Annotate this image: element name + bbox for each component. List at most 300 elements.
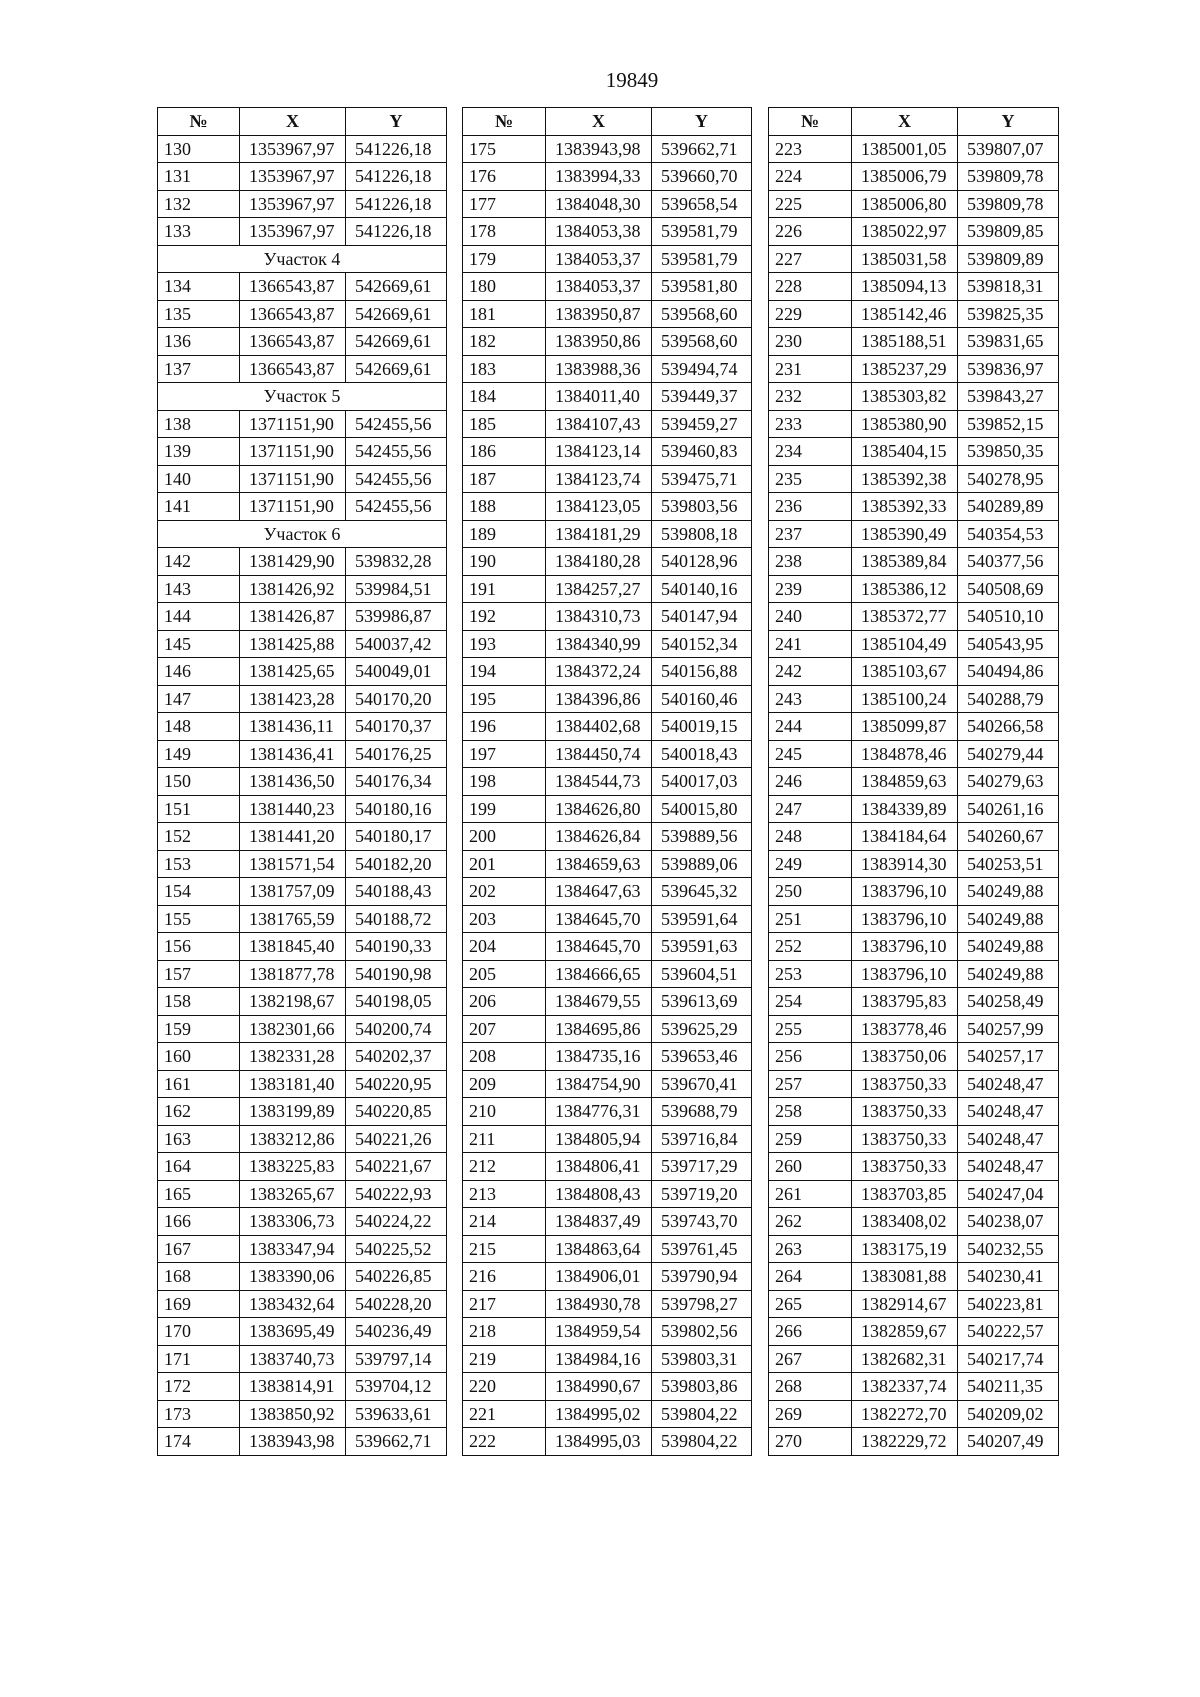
cell-x: 1381757,09 (240, 878, 346, 906)
cell-x: 1382198,67 (240, 988, 346, 1016)
cell-number: 184 (463, 383, 546, 411)
cell-x: 1385390,49 (852, 520, 958, 548)
cell-y: 539719,20 (652, 1180, 752, 1208)
table-row (769, 1345, 1059, 1373)
cell-number: 212 (463, 1153, 546, 1181)
cell-y: 539568,60 (652, 300, 752, 328)
cell-y: 539716,84 (652, 1125, 752, 1153)
table-row (463, 1428, 752, 1456)
cell-x: 1384863,64 (546, 1235, 652, 1263)
table-row (463, 795, 752, 823)
cell-y: 540049,01 (346, 658, 447, 686)
cell-number: 185 (463, 410, 546, 438)
cell-y: 541226,18 (346, 218, 447, 246)
table-row (769, 1290, 1059, 1318)
table-body (769, 135, 1059, 1455)
table-row (463, 1098, 752, 1126)
cell-number: 234 (769, 438, 852, 466)
cell-number: 148 (158, 713, 240, 741)
cell-number: 210 (463, 1098, 546, 1126)
coordinates-table-1 (157, 107, 447, 1456)
cell-x: 1383306,73 (240, 1208, 346, 1236)
cell-x: 1383750,33 (852, 1070, 958, 1098)
cell-x: 1383695,49 (240, 1318, 346, 1346)
cell-number: 219 (463, 1345, 546, 1373)
cell-x: 1385006,80 (852, 190, 958, 218)
table-row (769, 383, 1059, 411)
cell-x: 1382301,66 (240, 1015, 346, 1043)
cell-y: 540207,49 (958, 1428, 1059, 1456)
cell-number: 224 (769, 163, 852, 191)
cell-x: 1385006,79 (852, 163, 958, 191)
table-row (769, 1180, 1059, 1208)
cell-number: 143 (158, 575, 240, 603)
cell-y: 539804,22 (652, 1428, 752, 1456)
cell-x: 1384666,65 (546, 960, 652, 988)
cell-x: 1366543,87 (240, 300, 346, 328)
cell-x: 1384372,24 (546, 658, 652, 686)
cell-x: 1382859,67 (852, 1318, 958, 1346)
cell-number: 172 (158, 1373, 240, 1401)
cell-number: 201 (463, 850, 546, 878)
cell-number: 242 (769, 658, 852, 686)
cell-y: 540180,16 (346, 795, 447, 823)
cell-y: 542669,61 (346, 273, 447, 301)
cell-y: 540230,41 (958, 1263, 1059, 1291)
cell-number: 183 (463, 355, 546, 383)
cell-y: 542669,61 (346, 328, 447, 356)
cell-y: 540510,10 (958, 603, 1059, 631)
table-row (463, 1015, 752, 1043)
table-row (158, 1180, 447, 1208)
table-row (769, 685, 1059, 713)
table-row (769, 355, 1059, 383)
cell-y: 540019,15 (652, 713, 752, 741)
table-row (463, 273, 752, 301)
cell-number: 152 (158, 823, 240, 851)
cell-x: 1384053,37 (546, 273, 652, 301)
cell-number: 177 (463, 190, 546, 218)
cell-x: 1384659,63 (546, 850, 652, 878)
cell-x: 1384645,70 (546, 933, 652, 961)
table-row (463, 438, 752, 466)
cell-y: 541226,18 (346, 190, 447, 218)
cell-number: 196 (463, 713, 546, 741)
cell-y: 540170,37 (346, 713, 447, 741)
cell-number: 202 (463, 878, 546, 906)
page-number: 19849 (605, 68, 659, 92)
cell-number: 207 (463, 1015, 546, 1043)
cell-number: 263 (769, 1235, 852, 1263)
cell-number: 140 (158, 465, 240, 493)
cell-number: 203 (463, 905, 546, 933)
table-row (158, 795, 447, 823)
cell-x: 1384806,41 (546, 1153, 652, 1181)
cell-number: 235 (769, 465, 852, 493)
cell-y: 540278,95 (958, 465, 1059, 493)
cell-y: 539670,41 (652, 1070, 752, 1098)
cell-x: 1385380,90 (852, 410, 958, 438)
cell-number: 187 (463, 465, 546, 493)
cell-number: 192 (463, 603, 546, 631)
table-header-row (463, 108, 752, 136)
cell-number: 188 (463, 493, 546, 521)
table-row (463, 135, 752, 163)
cell-x: 1383750,06 (852, 1043, 958, 1071)
cell-y: 539449,37 (652, 383, 752, 411)
table-row (158, 218, 447, 246)
table-row (769, 933, 1059, 961)
table-row (158, 273, 447, 301)
table-row (158, 1400, 447, 1428)
table-row (158, 548, 447, 576)
cell-x: 1383181,40 (240, 1070, 346, 1098)
table-row (769, 850, 1059, 878)
cell-y: 540220,85 (346, 1098, 447, 1126)
cell-number: 193 (463, 630, 546, 658)
cell-y: 539653,46 (652, 1043, 752, 1071)
table-row (158, 575, 447, 603)
cell-x: 1383175,19 (852, 1235, 958, 1263)
cell-number: 190 (463, 548, 546, 576)
cell-y: 541226,18 (346, 163, 447, 191)
table-row (769, 823, 1059, 851)
cell-x: 1385031,58 (852, 245, 958, 273)
cell-x: 1385392,38 (852, 465, 958, 493)
cell-x: 1384754,90 (546, 1070, 652, 1098)
cell-x: 1383408,02 (852, 1208, 958, 1236)
cell-x: 1384181,29 (546, 520, 652, 548)
cell-y: 539460,83 (652, 438, 752, 466)
cell-x: 1384679,55 (546, 988, 652, 1016)
table-row (769, 163, 1059, 191)
cell-y: 542455,56 (346, 493, 447, 521)
cell-y: 540543,95 (958, 630, 1059, 658)
cell-y: 540253,51 (958, 850, 1059, 878)
cell-x: 1384123,74 (546, 465, 652, 493)
cell-y: 540182,20 (346, 850, 447, 878)
table-row (158, 878, 447, 906)
cell-y: 540247,04 (958, 1180, 1059, 1208)
cell-y: 539889,56 (652, 823, 752, 851)
cell-number: 173 (158, 1400, 240, 1428)
cell-number: 239 (769, 575, 852, 603)
table-row (158, 1263, 447, 1291)
table-row (769, 548, 1059, 576)
cell-x: 1366543,87 (240, 355, 346, 383)
cell-x: 1381440,23 (240, 795, 346, 823)
cell-number: 244 (769, 713, 852, 741)
table-row (463, 960, 752, 988)
cell-number: 171 (158, 1345, 240, 1373)
cell-number: 229 (769, 300, 852, 328)
cell-x: 1371151,90 (240, 493, 346, 521)
header-y: Y (652, 108, 752, 136)
cell-x: 1381436,50 (240, 768, 346, 796)
section-title: Участок 4 (158, 245, 447, 273)
cell-number: 259 (769, 1125, 852, 1153)
cell-number: 155 (158, 905, 240, 933)
cell-x: 1366543,87 (240, 328, 346, 356)
table-row (158, 658, 447, 686)
cell-number: 248 (769, 823, 852, 851)
cell-number: 240 (769, 603, 852, 631)
cell-y: 539717,29 (652, 1153, 752, 1181)
cell-x: 1383750,33 (852, 1098, 958, 1126)
cell-x: 1382337,74 (852, 1373, 958, 1401)
cell-y: 539662,71 (346, 1428, 447, 1456)
cell-y: 540249,88 (958, 960, 1059, 988)
cell-y: 539581,79 (652, 218, 752, 246)
table-row (769, 1098, 1059, 1126)
table-row (158, 438, 447, 466)
cell-number: 226 (769, 218, 852, 246)
table-row (463, 190, 752, 218)
cell-number: 209 (463, 1070, 546, 1098)
table-row (463, 300, 752, 328)
cell-y: 539645,32 (652, 878, 752, 906)
table-row (769, 245, 1059, 273)
table-row (158, 1098, 447, 1126)
cell-y: 542669,61 (346, 300, 447, 328)
table-header-row (769, 108, 1059, 136)
table-row (158, 1070, 447, 1098)
cell-number: 200 (463, 823, 546, 851)
section-title: Участок 6 (158, 520, 447, 548)
cell-y: 540228,20 (346, 1290, 447, 1318)
table-row (158, 988, 447, 1016)
cell-x: 1385237,29 (852, 355, 958, 383)
cell-y: 540257,17 (958, 1043, 1059, 1071)
table-row (769, 575, 1059, 603)
cell-number: 258 (769, 1098, 852, 1126)
cell-number: 147 (158, 685, 240, 713)
cell-number: 142 (158, 548, 240, 576)
cell-x: 1383914,30 (852, 850, 958, 878)
cell-number: 189 (463, 520, 546, 548)
cell-x: 1384626,84 (546, 823, 652, 851)
cell-y: 539633,61 (346, 1400, 447, 1428)
cell-number: 134 (158, 273, 240, 301)
cell-x: 1385094,13 (852, 273, 958, 301)
cell-number: 178 (463, 218, 546, 246)
cell-number: 216 (463, 1263, 546, 1291)
cell-x: 1384123,05 (546, 493, 652, 521)
cell-y: 540279,44 (958, 740, 1059, 768)
cell-x: 1384626,80 (546, 795, 652, 823)
cell-number: 176 (463, 163, 546, 191)
cell-number: 164 (158, 1153, 240, 1181)
coordinates-table-2 (462, 107, 752, 1456)
table-row (158, 1208, 447, 1236)
cell-number: 145 (158, 630, 240, 658)
table-row (463, 328, 752, 356)
cell-number: 247 (769, 795, 852, 823)
cell-x: 1384647,63 (546, 878, 652, 906)
cell-number: 261 (769, 1180, 852, 1208)
cell-x: 1384257,27 (546, 575, 652, 603)
cell-number: 213 (463, 1180, 546, 1208)
cell-y: 540225,52 (346, 1235, 447, 1263)
cell-number: 165 (158, 1180, 240, 1208)
table-row (158, 1428, 447, 1456)
cell-number: 167 (158, 1235, 240, 1263)
table-row (769, 740, 1059, 768)
table-row (158, 328, 447, 356)
cell-y: 540200,74 (346, 1015, 447, 1043)
section-row (158, 245, 447, 273)
table-row (158, 823, 447, 851)
table-row (158, 740, 447, 768)
cell-x: 1385386,12 (852, 575, 958, 603)
table-row (158, 850, 447, 878)
cell-number: 265 (769, 1290, 852, 1318)
header-x: X (240, 108, 346, 136)
cell-x: 1382272,70 (852, 1400, 958, 1428)
cell-number: 243 (769, 685, 852, 713)
cell-x: 1384735,16 (546, 1043, 652, 1071)
table-body (158, 135, 447, 1455)
table-row (769, 603, 1059, 631)
cell-x: 1385104,49 (852, 630, 958, 658)
cell-y: 540221,26 (346, 1125, 447, 1153)
cell-x: 1366543,87 (240, 273, 346, 301)
cell-y: 542455,56 (346, 438, 447, 466)
table-row (769, 493, 1059, 521)
cell-number: 215 (463, 1235, 546, 1263)
cell-y: 539889,06 (652, 850, 752, 878)
table-row (158, 630, 447, 658)
cell-x: 1384695,86 (546, 1015, 652, 1043)
cell-y: 539688,79 (652, 1098, 752, 1126)
table-row (463, 163, 752, 191)
table-row (463, 520, 752, 548)
cell-y: 540176,25 (346, 740, 447, 768)
header-number: № (463, 108, 546, 136)
cell-number: 131 (158, 163, 240, 191)
cell-x: 1383796,10 (852, 960, 958, 988)
cell-y: 539581,79 (652, 245, 752, 273)
cell-y: 540188,72 (346, 905, 447, 933)
table-row (463, 630, 752, 658)
cell-y: 539568,60 (652, 328, 752, 356)
cell-x: 1381765,59 (240, 905, 346, 933)
cell-x: 1383988,36 (546, 355, 652, 383)
cell-number: 231 (769, 355, 852, 383)
cell-x: 1383432,64 (240, 1290, 346, 1318)
cell-x: 1384053,38 (546, 218, 652, 246)
cell-x: 1383740,73 (240, 1345, 346, 1373)
cell-x: 1385022,97 (852, 218, 958, 246)
cell-x: 1383778,46 (852, 1015, 958, 1043)
cell-x: 1383850,92 (240, 1400, 346, 1428)
table-row (158, 905, 447, 933)
cell-x: 1385389,84 (852, 548, 958, 576)
cell-number: 197 (463, 740, 546, 768)
cell-number: 268 (769, 1373, 852, 1401)
cell-x: 1383703,85 (852, 1180, 958, 1208)
cell-x: 1353967,97 (240, 163, 346, 191)
cell-number: 267 (769, 1345, 852, 1373)
cell-y: 539850,35 (958, 438, 1059, 466)
cell-number: 218 (463, 1318, 546, 1346)
table-row (158, 355, 447, 383)
cell-number: 260 (769, 1153, 852, 1181)
cell-x: 1381436,11 (240, 713, 346, 741)
cell-y: 539761,45 (652, 1235, 752, 1263)
header-y: Y (958, 108, 1059, 136)
table-row (463, 658, 752, 686)
cell-number: 136 (158, 328, 240, 356)
table-row (158, 1015, 447, 1043)
cell-y: 540260,67 (958, 823, 1059, 851)
cell-x: 1383796,10 (852, 905, 958, 933)
table-row (463, 1125, 752, 1153)
cell-y: 539852,15 (958, 410, 1059, 438)
cell-y: 539604,51 (652, 960, 752, 988)
table-row (463, 1373, 752, 1401)
cell-x: 1383796,10 (852, 933, 958, 961)
cell-x: 1381425,88 (240, 630, 346, 658)
cell-y: 539836,97 (958, 355, 1059, 383)
cell-y: 540249,88 (958, 878, 1059, 906)
table-row (769, 1318, 1059, 1346)
cell-x: 1385404,15 (852, 438, 958, 466)
table-row (463, 713, 752, 741)
cell-y: 540211,35 (958, 1373, 1059, 1401)
cell-number: 132 (158, 190, 240, 218)
table-row (158, 135, 447, 163)
cell-y: 540152,34 (652, 630, 752, 658)
table-row (769, 273, 1059, 301)
cell-number: 254 (769, 988, 852, 1016)
cell-number: 257 (769, 1070, 852, 1098)
cell-y: 539475,71 (652, 465, 752, 493)
cell-number: 237 (769, 520, 852, 548)
table-head (769, 108, 1059, 136)
cell-number: 256 (769, 1043, 852, 1071)
cell-y: 540236,49 (346, 1318, 447, 1346)
cell-y: 540222,57 (958, 1318, 1059, 1346)
table-row (769, 1400, 1059, 1428)
cell-x: 1381877,78 (240, 960, 346, 988)
table-row (769, 630, 1059, 658)
cell-x: 1384878,46 (852, 740, 958, 768)
table-row (769, 520, 1059, 548)
cell-y: 540015,80 (652, 795, 752, 823)
cell-number: 195 (463, 685, 546, 713)
cell-x: 1371151,90 (240, 410, 346, 438)
cell-y: 539658,54 (652, 190, 752, 218)
table-row (158, 685, 447, 713)
cell-x: 1384123,14 (546, 438, 652, 466)
cell-x: 1381845,40 (240, 933, 346, 961)
cell-x: 1383199,89 (240, 1098, 346, 1126)
table-row (463, 768, 752, 796)
cell-y: 540170,20 (346, 685, 447, 713)
cell-y: 539808,18 (652, 520, 752, 548)
cell-y: 542455,56 (346, 465, 447, 493)
cell-number: 266 (769, 1318, 852, 1346)
cell-number: 175 (463, 135, 546, 163)
coordinates-table-3 (768, 107, 1059, 1456)
table-row (463, 383, 752, 411)
cell-y: 540160,46 (652, 685, 752, 713)
cell-x: 1384396,86 (546, 685, 652, 713)
cell-x: 1383796,10 (852, 878, 958, 906)
cell-y: 540248,47 (958, 1098, 1059, 1126)
cell-y: 539591,63 (652, 933, 752, 961)
